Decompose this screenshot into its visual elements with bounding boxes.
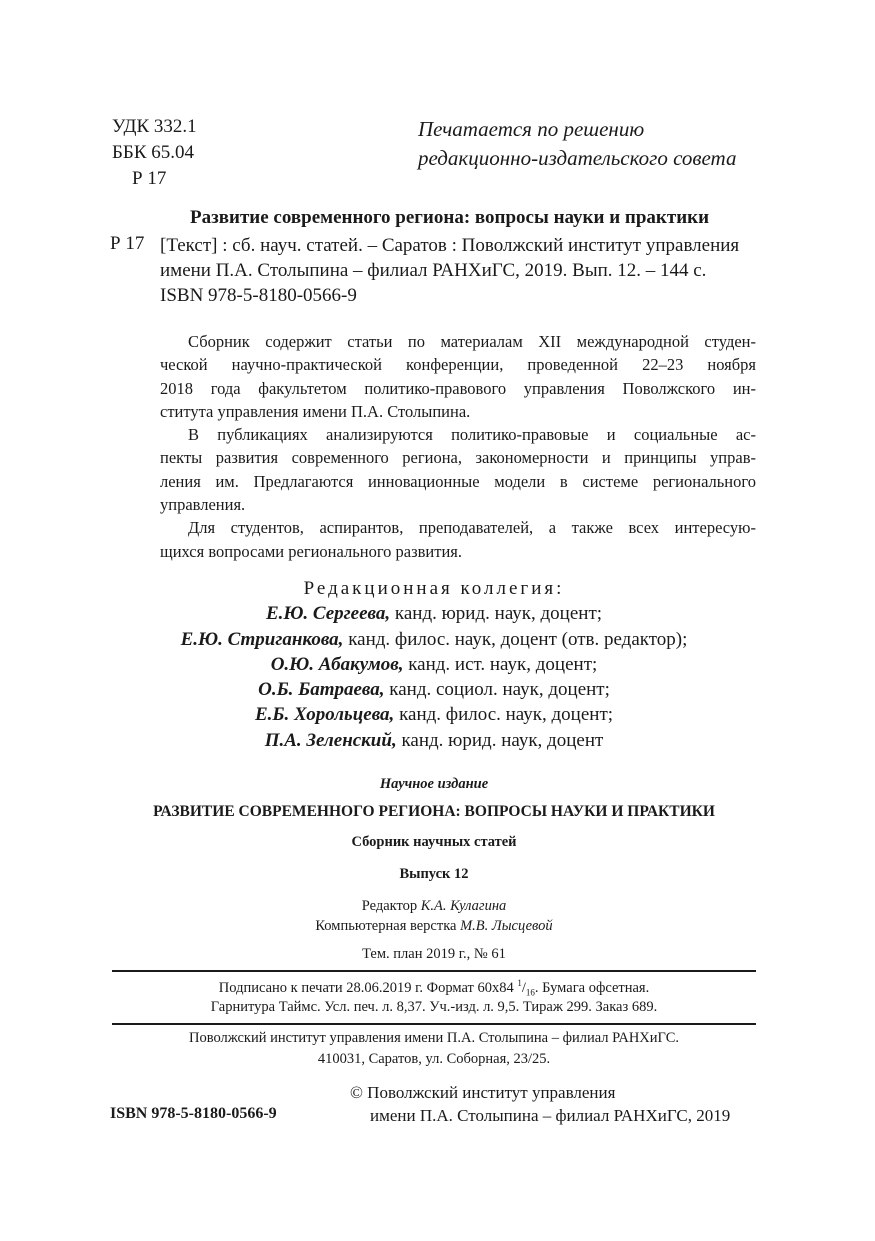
member-name: О.Ю. Абакумов, bbox=[270, 653, 404, 675]
abstract-p1-line-3: 2018 года факультетом политико-правового управления Поволжского ин- bbox=[160, 378, 756, 398]
layout-line bbox=[112, 918, 756, 935]
member-name: П.А. Зеленский, bbox=[264, 729, 397, 751]
council-note-line-2: редакционно-издательского совета bbox=[418, 146, 737, 170]
abstract-p2-line-2: пекты развития современного региона, закономерности и принципы управ- bbox=[160, 448, 756, 468]
abstract-p3-line-1: Для студентов, аспирантов, преподавателей, а также всех интересую- bbox=[188, 518, 756, 538]
edition-type: Научное издание bbox=[379, 776, 489, 792]
print-details-1 bbox=[112, 978, 756, 998]
copyright-line-1: © Поволжский институт управления bbox=[350, 1083, 616, 1102]
abstract-paragraph-2 bbox=[160, 423, 756, 516]
biblio-line-2: имени П.А. Столыпина – филиал РАНХиГС, 2019. Вып. 12. – 144 с. bbox=[160, 260, 707, 281]
board-member bbox=[112, 728, 756, 753]
board-heading: Редакционная коллегия: bbox=[303, 578, 565, 599]
biblio-title: Развитие современного региона: вопросы науки и практики bbox=[190, 207, 710, 228]
issue-number: Выпуск 12 bbox=[399, 866, 469, 882]
fraction-separator: / bbox=[521, 979, 526, 996]
fraction-numerator: 1 bbox=[517, 978, 522, 988]
abstract-p2-line-1: В публикациях анализируются политико-правовые и социальные ас- bbox=[188, 425, 756, 445]
member-title: канд. юрид. наук, доцент bbox=[396, 729, 604, 751]
biblio-mark: Р 17 bbox=[110, 233, 145, 254]
udk-code: УДК 332.1 bbox=[112, 116, 197, 137]
publisher-address: 410031, Саратов, ул. Соборная, 23/25. bbox=[317, 1051, 551, 1067]
author-mark: Р 17 bbox=[132, 168, 167, 189]
print-details-2: Гарнитура Таймс. Усл. печ. л. 8,37. Уч.-изд. л. 9,5. Тираж 299. Заказ 689. bbox=[210, 999, 658, 1015]
title-caps: РАЗВИТИЕ СОВРЕМЕННОГО РЕГИОНА: ВОПРОСЫ НАУКИ И ПРАКТИКИ bbox=[153, 803, 715, 820]
divider-bottom bbox=[112, 1023, 756, 1025]
editor-line bbox=[112, 898, 756, 915]
board-member bbox=[112, 677, 756, 702]
council-note-line-1: Печатается по решению bbox=[418, 117, 645, 141]
thematic-plan: Тем. план 2019 г., № 61 bbox=[362, 946, 506, 962]
member-name: О.Б. Батраева, bbox=[258, 679, 385, 701]
board-member bbox=[112, 652, 756, 677]
print-details-paper: . Бумага офсетная. bbox=[534, 979, 650, 996]
publisher-line-1: Поволжский институт управления имени П.А. Столыпина – филиал РАНХиГС. bbox=[188, 1030, 680, 1046]
editor-label: Редактор bbox=[361, 898, 421, 914]
footer-isbn: ISBN 978-5-8180-0566-9 bbox=[110, 1105, 277, 1122]
abstract-p2-line-3: ления им. Предлагаются инновационные модели в системе регионального bbox=[160, 471, 756, 491]
abstract-paragraph-1 bbox=[160, 330, 756, 423]
abstract-p2-line-4: управления. bbox=[160, 495, 246, 515]
member-title: канд. социол. наук, доцент; bbox=[384, 679, 610, 701]
editorial-board bbox=[112, 576, 756, 753]
layout-name: М.В. Лысцевой bbox=[460, 918, 553, 934]
collection-subtitle: Сборник научных статей bbox=[351, 834, 517, 850]
abstract-paragraph-3 bbox=[160, 516, 756, 563]
biblio-record bbox=[160, 233, 739, 308]
biblio-line-1: [Текст] : сб. науч. статей. – Саратов : Поволжский институт управления bbox=[160, 235, 740, 256]
member-title: канд. филос. наук, доцент (отв. редактор); bbox=[343, 628, 688, 650]
bbk-code: ББК 65.04 bbox=[112, 142, 194, 163]
board-member bbox=[112, 627, 756, 652]
member-title: канд. ист. наук, доцент; bbox=[403, 653, 598, 675]
divider-top bbox=[112, 970, 756, 972]
abstract-p1-line-1: Сборник содержит статьи по материалам XII международной студен- bbox=[188, 332, 756, 351]
council-note bbox=[418, 115, 736, 173]
layout-label: Компьютерная верстка bbox=[315, 918, 461, 934]
editor-name: К.А. Кулагина bbox=[420, 898, 507, 914]
abstract-p1-line-2: ческой научно-практической конференции, проведенной 22–23 ноября bbox=[160, 355, 756, 375]
member-name: Е.Ю. Стриганкова, bbox=[180, 628, 344, 650]
copyright-line-2: имени П.А. Столыпина – филиал РАНХиГС, 2019 bbox=[370, 1106, 731, 1125]
abstract-p1-line-4: ститута управления имени П.А. Столыпина. bbox=[160, 401, 471, 421]
member-name: Е.Б. Хорольцева, bbox=[254, 704, 395, 726]
board-member bbox=[112, 702, 756, 727]
biblio-isbn: ISBN 978-5-8180-0566-9 bbox=[160, 285, 357, 306]
member-title: канд. филос. наук, доцент; bbox=[394, 704, 614, 726]
board-member bbox=[112, 601, 756, 626]
classification-codes bbox=[112, 114, 197, 192]
fraction-denominator: 16 bbox=[525, 987, 535, 998]
member-name: Е.Ю. Сергеева, bbox=[265, 603, 391, 625]
print-details-text: Подписано к печати 28.06.2019 г. Формат 60х84 bbox=[218, 979, 518, 996]
abstract bbox=[160, 330, 756, 563]
member-title: канд. юрид. наук, доцент; bbox=[390, 603, 603, 625]
abstract-p3-line-2: щихся вопросами регионального развития. bbox=[160, 541, 463, 561]
